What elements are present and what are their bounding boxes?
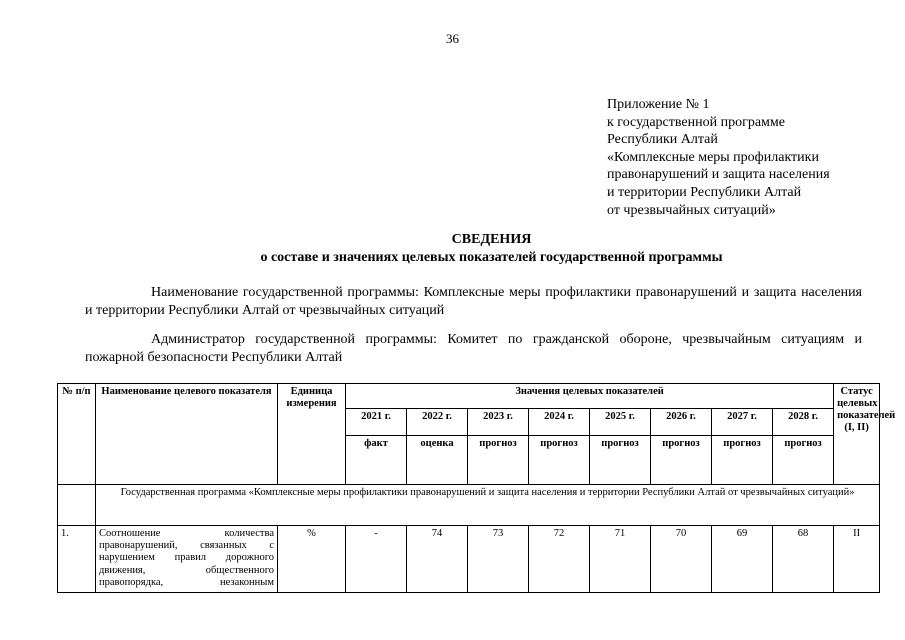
header-type: прогноз	[529, 436, 590, 485]
header-type: факт	[346, 436, 407, 485]
indicators-table	[57, 383, 896, 593]
header-type: оценка	[407, 436, 468, 485]
header-year: 2026 г.	[651, 409, 712, 436]
page-number: 36	[446, 31, 459, 46]
appendix-line: к государственной программе	[607, 114, 785, 130]
program-row-empty	[58, 485, 96, 526]
header-num: № п/п	[58, 384, 96, 485]
header-type: прогноз	[773, 436, 834, 485]
row-unit: %	[278, 526, 346, 593]
header-year: 2022 г.	[407, 409, 468, 436]
appendix-block	[607, 96, 830, 219]
header-type: прогноз	[590, 436, 651, 485]
header-year: 2023 г.	[468, 409, 529, 436]
row-num: 1.	[58, 526, 96, 593]
header-type: прогноз	[712, 436, 773, 485]
appendix-line: Приложение № 1	[607, 97, 710, 112]
appendix-line: Республики Алтай	[607, 132, 718, 148]
header-year: 2025 г.	[590, 409, 651, 436]
header-values: Значения целевых показателей	[346, 384, 834, 409]
table-row	[58, 526, 880, 593]
row-status: II	[834, 526, 880, 593]
header-year: 2021 г.	[346, 409, 407, 436]
header-status: Статус целевых показателей (I, II)	[834, 384, 880, 485]
header-name: Наименование целевого показателя	[96, 384, 278, 485]
appendix-line: от чрезвычайных ситуаций»	[607, 202, 776, 218]
header-year: 2028 г.	[773, 409, 834, 436]
row-value: 71	[590, 526, 651, 593]
row-value: 68	[773, 526, 834, 593]
row-value: 72	[529, 526, 590, 593]
appendix-line: и территории Республики Алтай	[607, 184, 802, 200]
row-value: 69	[712, 526, 773, 593]
program-row: Государственная программа «Комплексные меры профилактики правонарушений и защита населения и территории Республики Алтай от чрезвычайных ситуаций»	[96, 485, 880, 526]
administrator-paragraph: Администратор государственной программы: Комитет по гражданской обороне, чрезвычайным ситуациям и пожарной безопасности Республики Алтай	[85, 332, 862, 365]
header-year: 2027 г.	[712, 409, 773, 436]
header-year: 2024 г.	[529, 409, 590, 436]
row-value: 74	[407, 526, 468, 593]
document-title: СВЕДЕНИЯ	[451, 232, 532, 247]
appendix-line: правонарушений и защита населения	[607, 167, 830, 183]
header-type: прогноз	[651, 436, 712, 485]
header-type: прогноз	[468, 436, 529, 485]
program-name-paragraph: Наименование государственной программы: Комплексные меры профилактики правонарушений и защита населения и территории Республики Алтай от чрезвычайных ситуаций	[85, 285, 862, 318]
row-name: Соотношение количества правонарушений, связанных с нарушением правил дорожного движения, общественного правопорядка, незаконным	[96, 526, 278, 593]
row-value: 73	[468, 526, 529, 593]
document-subtitle: о составе и значениях целевых показателей государственной программы	[260, 250, 723, 265]
row-value: -	[346, 526, 407, 593]
appendix-line: «Комплексные меры профилактики	[607, 149, 819, 165]
header-unit: Единица измерения	[278, 384, 346, 485]
row-value: 70	[651, 526, 712, 593]
